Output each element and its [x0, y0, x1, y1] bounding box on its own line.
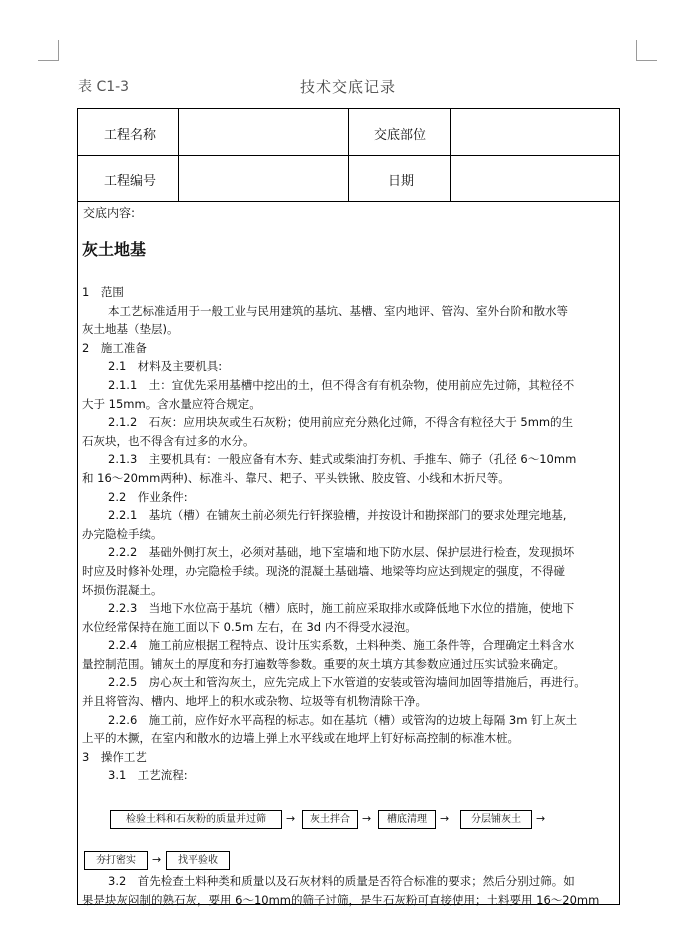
crop-mark-top-right — [636, 40, 657, 61]
body-line: 灰土地基（垫层)。 — [82, 322, 179, 337]
project-no-label: 工程编号 — [104, 174, 157, 189]
body-line: 坏损伤混凝土。 — [82, 582, 163, 597]
arrow-right-icon: → — [286, 812, 296, 825]
body-line: 3 操作工艺 — [82, 749, 147, 764]
body-line: 2.1.3 主要机具有：一般应备有木夯、蛙式或柴油打夯机、手推车、筛子（孔径 6～10mm — [108, 452, 577, 467]
form-number: 表 C1-3 — [78, 79, 130, 95]
section-heading: 灰土地基 — [82, 240, 147, 259]
flow-step-2: 灰土拌合 — [302, 810, 358, 829]
body-line: 办完隐检手续。 — [82, 526, 163, 541]
flow-step-6: 找平验收 — [166, 851, 230, 870]
arrow-right-icon: → — [536, 812, 546, 825]
document-title: 技术交底记录 — [300, 78, 397, 96]
body-line: 2.2.4 施工前应根据工程特点、设计压实系数，土料种类、施工条件等，合理确定土料含水 — [108, 638, 575, 653]
body-line: 量控制范围。铺灰土的厚度和夯打遍数等参数。重要的灰土填方其参数应通过压实试验来确定。 — [82, 656, 565, 671]
arrow-right-icon: → — [152, 853, 162, 866]
arrow-right-icon: → — [440, 812, 450, 825]
body-line: 并且将管沟、槽内、地坪上的积水或杂物、垃圾等有机物清除干净。 — [82, 694, 427, 709]
arrow-right-icon: → — [362, 812, 372, 825]
body-line: 2.2 作业条件: — [108, 489, 188, 504]
date-label: 日期 — [388, 174, 415, 189]
record-table — [77, 108, 620, 905]
content-label: 交底内容: — [83, 206, 136, 220]
col-divider — [450, 109, 451, 201]
body-line: 1 范围 — [82, 285, 124, 299]
disclosure-part-label: 交底部位 — [374, 128, 427, 143]
body-line: 水位经常保持在施工面以下 0.5m 左右，在 3d 内不得受水浸泡。 — [82, 619, 417, 634]
body-line: 和 16～20mm两种)、标准斗、靠尺、耙子、平头铁锹、胶皮管、小线和木折尺等。 — [82, 470, 510, 485]
body-line: 2.2.2 基础外侧打灰土，必须对基础，地下室墙和地下防水层、保护层进行检查，发现损坏 — [108, 545, 575, 560]
body-line: 时应及时修补处理，办完隐检手续。现浇的混凝土基础墙、地梁等均应达到规定的强度，不得碰 — [82, 563, 565, 578]
flow-step-1: 检验土料和石灰粉的质量并过筛 — [110, 810, 282, 829]
body-line: 2.1.2 石灰：应用块灰或生石灰粉；使用前应充分熟化过筛，不得含有粒径大于 5mm的生 — [108, 415, 574, 430]
body-line: 2 施工准备 — [82, 340, 147, 355]
flow-step-4: 分层铺灰土 — [460, 810, 532, 829]
body-line: 2.2.1 基坑（槽）在铺灰土前必须先行钎探验槽，并按设计和勘探部门的要求处理完地基, — [108, 508, 567, 523]
crop-mark-top-left — [38, 40, 59, 61]
body-line: 3.2 首先检查土料种类和质量以及石灰材料的质量是否符合标准的要求；然后分别过筛。如 — [108, 874, 575, 888]
body-line: 本工艺标准适用于一般工业与民用建筑的基坑、基槽、室内地评、管沟、室外台阶和散水等 — [108, 303, 568, 318]
flow-step-3: 槽底清理 — [378, 810, 436, 829]
body-line: 大于 15mm。含水量应符合规定。 — [82, 396, 261, 411]
row-divider — [78, 201, 619, 202]
body-line: 2.1 材料及主要机具: — [108, 359, 223, 374]
body-line: 2.1.1 土：宜优先采用基槽中挖出的土，但不得含有有机杂物，使用前应先过筛，其粒径不 — [108, 377, 575, 392]
flow-step-5: 夯打密实 — [84, 851, 148, 870]
col-divider — [348, 109, 349, 201]
project-name-label: 工程名称 — [104, 128, 157, 143]
body-line: 2.2.6 施工前，应作好水平高程的标志。如在基坑（槽）或管沟的边坡上每隔 3m 钉上灰土 — [108, 712, 578, 727]
body-line: 上平的木撅，在室内和散水的边墙上弹上水平线或在地坪上钉好标高控制的标准木桩。 — [82, 731, 519, 746]
col-divider — [178, 109, 179, 201]
body-line: 3.1 工艺流程: — [108, 768, 188, 783]
body-line: 2.2.3 当地下水位高于基坑（槽）底时，施工前应采取排水或降低地下水位的措施，使地下 — [108, 601, 575, 616]
content-body — [82, 221, 615, 785]
body-line: 2.2.5 房心灰土和管沟灰土，应先完成上下水管道的安装或管沟墙间加固等措施后，再进行。 — [108, 675, 586, 690]
body-line: 果是块灰闷制的熟石灰，要用 6～10mm的筛子过筛，是生石灰粉可直接使用；土料要用 16～20mm — [82, 892, 600, 907]
content-body-continued — [82, 872, 615, 909]
body-line: 石灰块，也不得含有过多的水分。 — [82, 433, 255, 448]
